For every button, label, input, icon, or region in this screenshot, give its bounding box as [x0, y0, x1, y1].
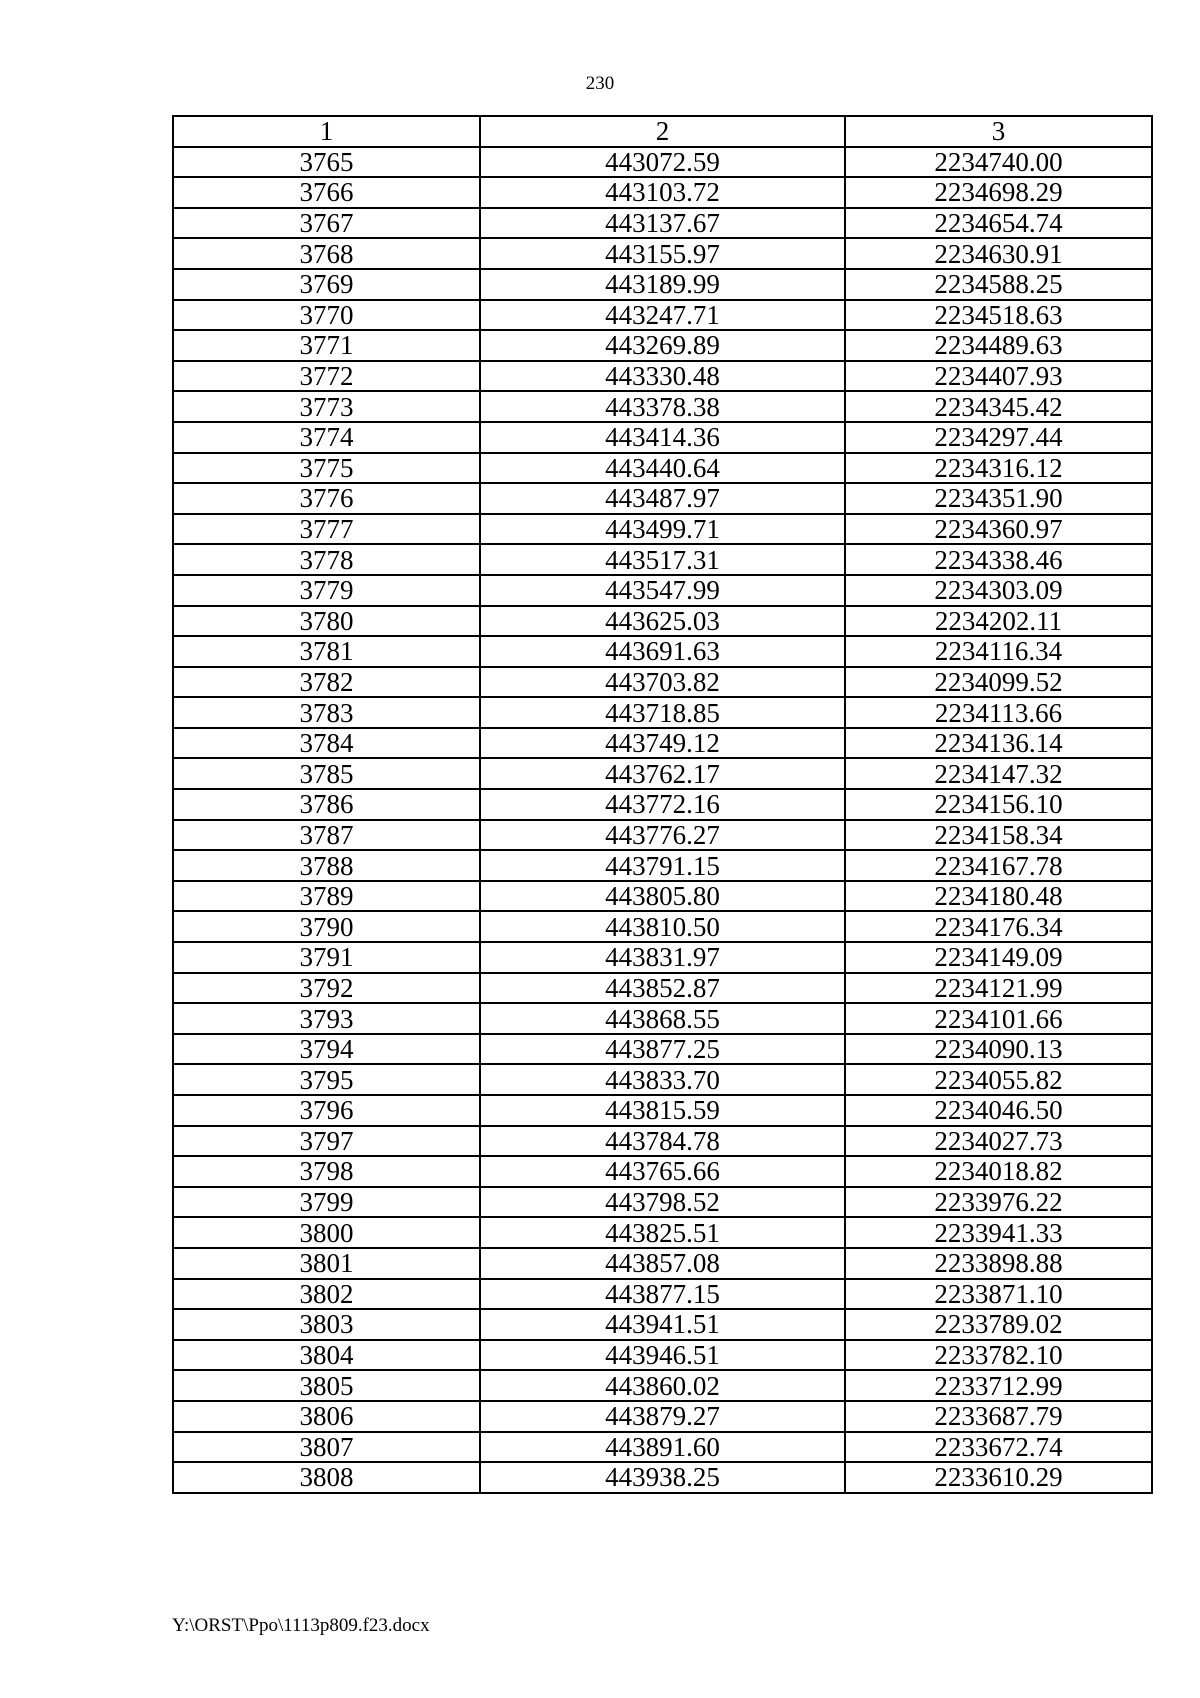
table-cell-col2: 443487.97	[480, 483, 845, 514]
table-cell-col2: 443762.17	[480, 758, 845, 789]
table-row	[173, 667, 1152, 698]
table-cell-col3: 2234180.48	[845, 881, 1152, 912]
table-cell-col3: 2234740.00	[845, 147, 1152, 178]
table-cell-col1: 3772	[173, 361, 480, 392]
table-cell-col3: 2233976.22	[845, 1187, 1152, 1218]
table-cell-col2: 443852.87	[480, 973, 845, 1004]
table-row	[173, 697, 1152, 728]
table-header-row	[173, 116, 1152, 147]
table-cell-col2: 443877.25	[480, 1034, 845, 1065]
table-cell-col1: 3768	[173, 238, 480, 269]
table-cell-col3: 2233687.79	[845, 1401, 1152, 1432]
table-cell-col1: 3776	[173, 483, 480, 514]
table-cell-col3: 2234046.50	[845, 1095, 1152, 1126]
table-cell-col1: 3781	[173, 636, 480, 667]
table-row	[173, 1126, 1152, 1157]
header-cell-col1: 1	[173, 116, 480, 147]
table-cell-col2: 443831.97	[480, 942, 845, 973]
table-cell-col1: 3794	[173, 1034, 480, 1065]
table-cell-col3: 2234113.66	[845, 697, 1152, 728]
table-cell-col2: 443784.78	[480, 1126, 845, 1157]
table-cell-col3: 2234147.32	[845, 758, 1152, 789]
table-cell-col2: 443857.08	[480, 1248, 845, 1279]
table-row	[173, 361, 1152, 392]
table-row	[173, 820, 1152, 851]
table-row	[173, 483, 1152, 514]
table-row	[173, 575, 1152, 606]
table-cell-col3: 2234316.12	[845, 453, 1152, 484]
table-cell-col1: 3771	[173, 330, 480, 361]
table-cell-col1: 3797	[173, 1126, 480, 1157]
table-cell-col3: 2233610.29	[845, 1462, 1152, 1493]
table-cell-col2: 443941.51	[480, 1309, 845, 1340]
table-cell-col3: 2234101.66	[845, 1003, 1152, 1034]
table-row	[173, 728, 1152, 759]
table-cell-col3: 2234176.34	[845, 911, 1152, 942]
header-cell-col3: 3	[845, 116, 1152, 147]
table-cell-col2: 443825.51	[480, 1217, 845, 1248]
table-row	[173, 1370, 1152, 1401]
table-cell-col3: 2234351.90	[845, 483, 1152, 514]
table-cell-col3: 2234149.09	[845, 942, 1152, 973]
table-cell-col3: 2233871.10	[845, 1279, 1152, 1310]
table-row	[173, 1462, 1152, 1493]
table-cell-col2: 443691.63	[480, 636, 845, 667]
table-cell-col2: 443137.67	[480, 208, 845, 239]
table-cell-col1: 3787	[173, 820, 480, 851]
table-cell-col1: 3780	[173, 606, 480, 637]
table-cell-col3: 2234136.14	[845, 728, 1152, 759]
table-cell-col2: 443499.71	[480, 514, 845, 545]
table-cell-col2: 443749.12	[480, 728, 845, 759]
table-cell-col2: 443938.25	[480, 1462, 845, 1493]
table-cell-col1: 3779	[173, 575, 480, 606]
table-cell-col1: 3774	[173, 422, 480, 453]
table-cell-col2: 443772.16	[480, 789, 845, 820]
table-body	[173, 116, 1152, 1493]
table-cell-col1: 3775	[173, 453, 480, 484]
table-row	[173, 1432, 1152, 1463]
page-number: 230	[585, 73, 615, 94]
table-cell-col3: 2234156.10	[845, 789, 1152, 820]
table-cell-col2: 443891.60	[480, 1432, 845, 1463]
table-cell-col1: 3777	[173, 514, 480, 545]
table-cell-col3: 2234090.13	[845, 1034, 1152, 1065]
table-cell-col1: 3803	[173, 1309, 480, 1340]
table-cell-col2: 443414.36	[480, 422, 845, 453]
table-cell-col3: 2234360.97	[845, 514, 1152, 545]
table-cell-col2: 443798.52	[480, 1187, 845, 1218]
table-cell-col2: 443776.27	[480, 820, 845, 851]
table-row	[173, 1003, 1152, 1034]
table-cell-col3: 2234588.25	[845, 269, 1152, 300]
table-cell-col2: 443791.15	[480, 850, 845, 881]
table-cell-col3: 2234202.11	[845, 606, 1152, 637]
table-row	[173, 422, 1152, 453]
table-row	[173, 147, 1152, 178]
header-cell-col2: 2	[480, 116, 845, 147]
table-cell-col3: 2234407.93	[845, 361, 1152, 392]
table-cell-col1: 3792	[173, 973, 480, 1004]
table-cell-col1: 3765	[173, 147, 480, 178]
table-row	[173, 177, 1152, 208]
table-cell-col3: 2234121.99	[845, 973, 1152, 1004]
table-cell-col1: 3800	[173, 1217, 480, 1248]
table-row	[173, 1034, 1152, 1065]
table-cell-col1: 3769	[173, 269, 480, 300]
table-cell-col2: 443625.03	[480, 606, 845, 637]
table-cell-col2: 443877.15	[480, 1279, 845, 1310]
table-cell-col1: 3770	[173, 300, 480, 331]
table-row	[173, 269, 1152, 300]
table-cell-col3: 2234158.34	[845, 820, 1152, 851]
table-cell-col3: 2234018.82	[845, 1156, 1152, 1187]
table-cell-col2: 443378.38	[480, 391, 845, 422]
table-row	[173, 1248, 1152, 1279]
table-cell-col3: 2233941.33	[845, 1217, 1152, 1248]
table-cell-col2: 443155.97	[480, 238, 845, 269]
table-row	[173, 330, 1152, 361]
table-row	[173, 238, 1152, 269]
table-cell-col1: 3786	[173, 789, 480, 820]
table-cell-col3: 2234167.78	[845, 850, 1152, 881]
table-cell-col3: 2233712.99	[845, 1370, 1152, 1401]
table-cell-col2: 443860.02	[480, 1370, 845, 1401]
table-cell-col1: 3804	[173, 1340, 480, 1371]
table-cell-col2: 443718.85	[480, 697, 845, 728]
table-cell-col3: 2233898.88	[845, 1248, 1152, 1279]
table-cell-col1: 3766	[173, 177, 480, 208]
table-cell-col1: 3799	[173, 1187, 480, 1218]
table-cell-col3: 2234027.73	[845, 1126, 1152, 1157]
table-cell-col1: 3795	[173, 1064, 480, 1095]
table-row	[173, 1340, 1152, 1371]
table-row	[173, 391, 1152, 422]
table-cell-col1: 3801	[173, 1248, 480, 1279]
table-row	[173, 973, 1152, 1004]
table-row	[173, 1156, 1152, 1187]
table-cell-col2: 443765.66	[480, 1156, 845, 1187]
table-cell-col2: 443517.31	[480, 544, 845, 575]
table-cell-col1: 3789	[173, 881, 480, 912]
table-row	[173, 1187, 1152, 1218]
table-cell-col3: 2234630.91	[845, 238, 1152, 269]
table-row	[173, 606, 1152, 637]
table-cell-col1: 3773	[173, 391, 480, 422]
table-cell-col2: 443103.72	[480, 177, 845, 208]
table-cell-col2: 443440.64	[480, 453, 845, 484]
table-row	[173, 881, 1152, 912]
table-cell-col3: 2233672.74	[845, 1432, 1152, 1463]
table-cell-col3: 2234303.09	[845, 575, 1152, 606]
table-cell-col2: 443547.99	[480, 575, 845, 606]
table-cell-col1: 3806	[173, 1401, 480, 1432]
table-cell-col1: 3788	[173, 850, 480, 881]
table-row	[173, 208, 1152, 239]
table-cell-col3: 2234698.29	[845, 177, 1152, 208]
table-cell-col1: 3805	[173, 1370, 480, 1401]
table-cell-col1: 3778	[173, 544, 480, 575]
table-cell-col3: 2234116.34	[845, 636, 1152, 667]
table-cell-col2: 443269.89	[480, 330, 845, 361]
table-cell-col3: 2234338.46	[845, 544, 1152, 575]
coordinates-table	[172, 115, 1153, 1494]
table-row	[173, 1217, 1152, 1248]
table-row	[173, 758, 1152, 789]
table-cell-col3: 2234099.52	[845, 667, 1152, 698]
table-cell-col2: 443330.48	[480, 361, 845, 392]
table-cell-col1: 3782	[173, 667, 480, 698]
table-row	[173, 544, 1152, 575]
table-row	[173, 1401, 1152, 1432]
table-row	[173, 789, 1152, 820]
table-row	[173, 453, 1152, 484]
table-cell-col1: 3785	[173, 758, 480, 789]
table-row	[173, 1279, 1152, 1310]
table-cell-col3: 2234297.44	[845, 422, 1152, 453]
table-cell-col3: 2234654.74	[845, 208, 1152, 239]
table-cell-col1: 3807	[173, 1432, 480, 1463]
table-row	[173, 850, 1152, 881]
table-cell-col2: 443815.59	[480, 1095, 845, 1126]
table-row	[173, 514, 1152, 545]
table-cell-col1: 3798	[173, 1156, 480, 1187]
table-cell-col1: 3802	[173, 1279, 480, 1310]
table-row	[173, 942, 1152, 973]
table-cell-col3: 2234345.42	[845, 391, 1152, 422]
table-row	[173, 911, 1152, 942]
table-cell-col2: 443703.82	[480, 667, 845, 698]
table-cell-col2: 443072.59	[480, 147, 845, 178]
table-cell-col3: 2234518.63	[845, 300, 1152, 331]
table-cell-col1: 3793	[173, 1003, 480, 1034]
table-cell-col1: 3790	[173, 911, 480, 942]
table-cell-col1: 3796	[173, 1095, 480, 1126]
table-cell-col1: 3767	[173, 208, 480, 239]
table-cell-col1: 3783	[173, 697, 480, 728]
table-row	[173, 636, 1152, 667]
table-cell-col2: 443247.71	[480, 300, 845, 331]
table-cell-col1: 3808	[173, 1462, 480, 1493]
table-cell-col3: 2234489.63	[845, 330, 1152, 361]
table-cell-col1: 3791	[173, 942, 480, 973]
footer-file-path: Y:\ORST\Ppo\1113p809.f23.docx	[172, 1615, 430, 1636]
table-cell-col3: 2234055.82	[845, 1064, 1152, 1095]
table-row	[173, 1064, 1152, 1095]
table-row	[173, 1309, 1152, 1340]
table-cell-col2: 443189.99	[480, 269, 845, 300]
table-cell-col1: 3784	[173, 728, 480, 759]
table-cell-col2: 443868.55	[480, 1003, 845, 1034]
table-row	[173, 300, 1152, 331]
table-cell-col2: 443879.27	[480, 1401, 845, 1432]
table-cell-col3: 2233782.10	[845, 1340, 1152, 1371]
table-cell-col2: 443805.80	[480, 881, 845, 912]
table-cell-col3: 2233789.02	[845, 1309, 1152, 1340]
table-cell-col2: 443810.50	[480, 911, 845, 942]
table-cell-col2: 443946.51	[480, 1340, 845, 1371]
table-row	[173, 1095, 1152, 1126]
table-cell-col2: 443833.70	[480, 1064, 845, 1095]
